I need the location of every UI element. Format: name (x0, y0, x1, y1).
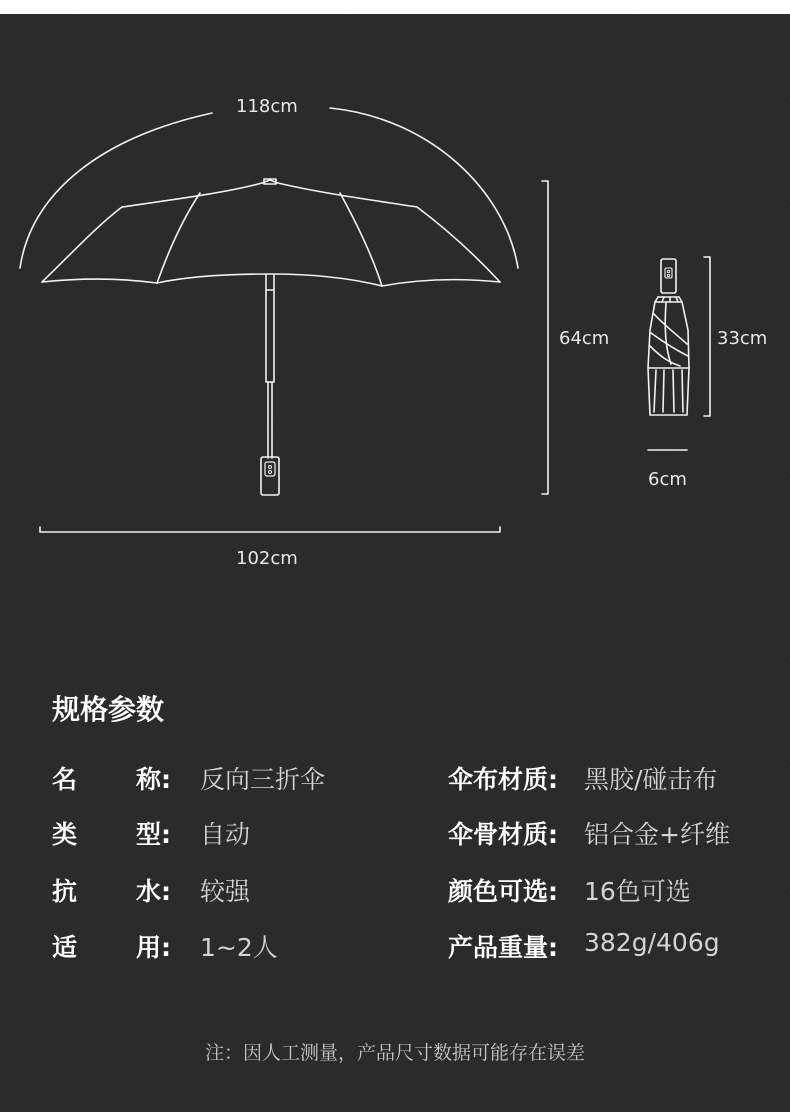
spec-section-title: 规格参数 (52, 693, 165, 726)
spec-value: 反向三折伞 (200, 765, 326, 794)
folded-umbrella-icon (648, 259, 689, 415)
spec-label-char: 抗 (52, 877, 78, 906)
spec-label-char: 适 (52, 933, 78, 962)
spec-row (0, 872, 790, 912)
folded-height-bracket (704, 257, 710, 416)
spec-value: 16色可选 (584, 877, 691, 906)
spec-label-char: 类 (52, 820, 78, 849)
canopy-arc-left (20, 113, 212, 268)
canopy-width-label: 102cm (236, 548, 298, 569)
open-umbrella-icon (42, 179, 500, 495)
spec-row (0, 760, 790, 800)
spec-value: 382g/406g (584, 928, 720, 957)
spec-label-char: 称: (136, 765, 171, 794)
spec-value: 黑胶/碰击布 (584, 765, 718, 794)
spec-row (0, 928, 790, 968)
spec-label: 伞布材质: (448, 765, 558, 794)
spec-label: 颜色可选: (448, 877, 558, 906)
spec-row (0, 815, 790, 855)
folded-height-label: 33cm (717, 328, 768, 349)
measurement-footnote: 注：因人工测量，产品尺寸数据可能存在误差 (204, 1042, 585, 1064)
spec-value: 铝合金+纤维 (584, 820, 730, 849)
canopy-arc-label: 118cm (236, 96, 298, 117)
spec-label-char: 名 (52, 765, 78, 794)
canopy-arc-right (330, 108, 518, 268)
spec-value: 较强 (200, 877, 251, 906)
spec-value: 自动 (200, 820, 251, 849)
folded-width-label: 6cm (648, 469, 687, 490)
spec-label-char: 水: (136, 877, 171, 906)
spec-label-char: 用: (136, 933, 171, 962)
open-height-label: 64cm (559, 328, 610, 349)
spec-label: 伞骨材质: (448, 820, 558, 849)
spec-value: 1~2人 (200, 933, 278, 962)
spec-label-char: 型: (136, 820, 171, 849)
canopy-width-bracket (40, 527, 500, 532)
spec-label: 产品重量: (448, 933, 558, 962)
open-height-bracket (542, 181, 548, 494)
